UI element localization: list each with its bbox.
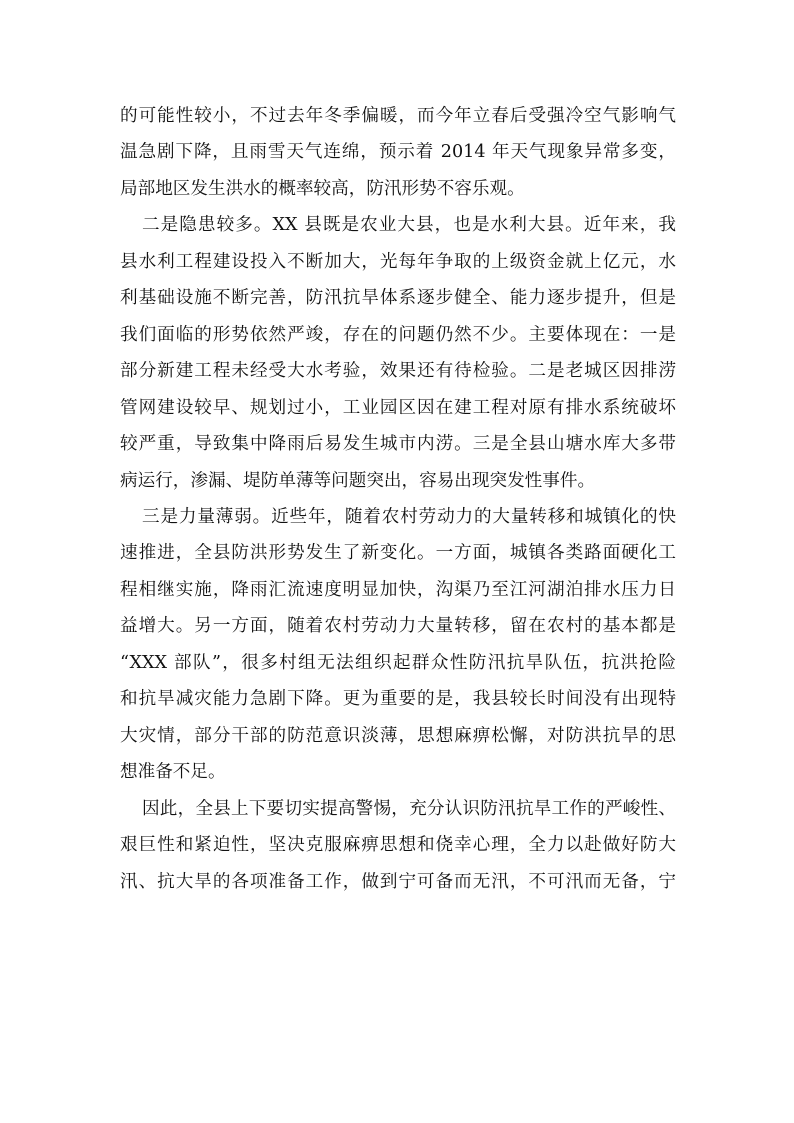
text-line: 艰巨性和紧迫性，坚决克服麻痹思想和侥幸心理，全力以赴做好防大 bbox=[120, 835, 676, 856]
text-line: 二是隐患较多。XX 县既是农业大县，也是水利大县。近年来，我 bbox=[142, 215, 676, 236]
paragraph-conclusion bbox=[120, 791, 676, 900]
text-line: 因此，全县上下要切实提高警惕，充分认识防汛抗旱工作的严峻性、 bbox=[142, 798, 676, 819]
document-body bbox=[120, 98, 676, 900]
text-line: “XXX 部队”，很多村组无法组织起群众性防汛抗旱队伍，抗洪抢险 bbox=[120, 652, 676, 673]
text-line: 管网建设较早、规划过小，工业园区因在建工程对原有排水系统破坏 bbox=[120, 397, 676, 418]
paragraph-forecast-continuation bbox=[120, 98, 676, 207]
text-line: 利基础设施不断完善，防汛抗旱体系逐步健全、能力逐步提升，但是 bbox=[120, 288, 676, 309]
paragraph-weak-forces bbox=[120, 499, 676, 791]
text-line: 大灾情，部分干部的防范意识淡薄，思想麻痹松懈，对防洪抗旱的思 bbox=[120, 725, 676, 746]
text-line: 病运行，渗漏、堤防单薄等问题突出，容易出现突发性事件。 bbox=[120, 470, 596, 491]
text-line: 汛、抗大旱的各项准备工作，做到宁可备而无汛，不可汛而无备，宁 bbox=[120, 871, 676, 892]
text-line: 程相继实施，降雨汇流速度明显加快，沟渠乃至江河湖泊排水压力日 bbox=[120, 579, 676, 600]
text-line: 三是力量薄弱。近些年，随着农村劳动力的大量转移和城镇化的快 bbox=[142, 506, 676, 527]
text-line: 益增大。另一方面，随着农村劳动力大量转移，留在农村的基本都是 bbox=[120, 616, 676, 637]
text-line: 我们面临的形势依然严竣，存在的问题仍然不少。主要体现在：一是 bbox=[120, 324, 676, 345]
text-line: 速推进，全县防洪形势发生了新变化。一方面，城镇各类路面硬化工 bbox=[120, 543, 676, 564]
paragraph-hidden-dangers bbox=[120, 207, 676, 499]
text-line: 温急剧下降，且雨雪天气连绵，预示着 2014 年天气现象异常多变， bbox=[120, 142, 676, 163]
text-line: 的可能性较小，不过去年冬季偏暖，而今年立春后受强冷空气影响气 bbox=[120, 106, 676, 126]
text-line: 较严重，导致集中降雨后易发生城市内涝。三是全县山塘水库大多带 bbox=[120, 434, 676, 455]
text-line: 想准备不足。 bbox=[120, 762, 226, 783]
text-line: 县水利工程建设投入不断加大，光每年争取的上级资金就上亿元，水 bbox=[120, 251, 676, 272]
text-line: 和抗旱减灾能力急剧下降。更为重要的是，我县较长时间没有出现特 bbox=[120, 689, 676, 710]
text-line: 部分新建工程未经受大水考验，效果还有待检验。二是老城区因排涝 bbox=[120, 361, 676, 382]
text-line: 局部地区发生洪水的概率较高，防汛形势不容乐观。 bbox=[120, 178, 525, 199]
